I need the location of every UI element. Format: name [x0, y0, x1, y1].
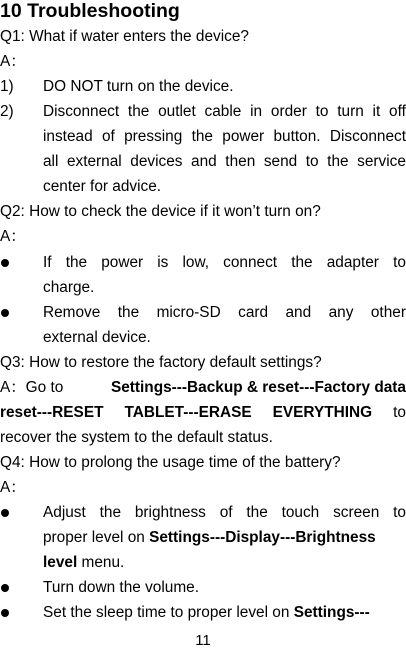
word: low, — [182, 254, 210, 271]
q1-item-1-text: DO NOT turn on the device. — [43, 78, 234, 95]
word: external — [66, 153, 122, 170]
word: the — [327, 153, 349, 170]
bullet-icon — [1, 584, 9, 592]
word: the — [117, 304, 140, 321]
word: Adjust — [43, 504, 86, 521]
q3-answer-prefix: A：Go to — [0, 379, 64, 396]
word: screen — [333, 504, 380, 521]
q1-item-1-number: 1) — [0, 78, 14, 95]
menu-path-word: EVERYTHING — [272, 404, 373, 421]
word: instead — [43, 128, 93, 145]
word: card — [238, 304, 269, 321]
q3-answer-line-1 — [0, 379, 406, 397]
word: of — [219, 504, 233, 521]
section-heading: 10 Troubleshooting — [0, 0, 180, 22]
word: the — [127, 103, 150, 120]
word: devices — [130, 153, 183, 170]
word: brightness — [134, 504, 206, 521]
word: to — [393, 504, 406, 521]
word: the — [246, 504, 268, 521]
q3-question: Q3: How to restore the factory default settings? — [0, 354, 322, 371]
word: connect — [223, 254, 278, 271]
q4-menu-path: Settings---Display---Brightness — [149, 529, 376, 546]
word: the — [99, 504, 122, 521]
word: off — [389, 103, 406, 120]
q4-bullet-1-prefix: proper level on — [43, 529, 145, 546]
word: If — [43, 254, 52, 271]
word: order — [270, 103, 307, 120]
word: and — [285, 304, 312, 321]
q2-bullet-2-line-2: external device. — [43, 329, 151, 346]
word: the — [65, 254, 88, 271]
word: Disconnect — [43, 103, 120, 120]
word: of — [101, 128, 115, 145]
q2-question: Q2: How to check the device if it won’t turn on? — [0, 203, 321, 220]
menu-path-word: reset---RESET — [0, 404, 104, 421]
q3-menu-path-part-1: Settings---Backup & reset---Factory data — [110, 379, 406, 396]
word: is — [157, 254, 169, 271]
page-number: 11 — [195, 632, 211, 649]
q4-bullet-1-suffix: menu. — [81, 554, 125, 571]
word: any — [328, 304, 354, 321]
word: touch — [281, 504, 320, 521]
word: outlet — [158, 103, 196, 120]
q1-item-2-line-1 — [43, 103, 406, 121]
word: pressing — [124, 128, 183, 145]
q4-bullet-3-text — [43, 604, 370, 622]
word: Remove — [43, 304, 101, 321]
word: it — [372, 103, 381, 120]
q2-bullet-1-line-1 — [43, 254, 406, 272]
word: button. — [273, 128, 321, 145]
q4-question: Q4: How to prolong the usage time of the battery? — [0, 454, 341, 471]
q2-bullet-1-line-2: charge. — [43, 279, 95, 296]
q4-answer-label: A： — [0, 479, 26, 496]
q3-answer-line-3: recover the system to the default status. — [0, 429, 273, 446]
word: adapter — [326, 254, 379, 271]
word: to — [315, 103, 329, 120]
word: cable — [204, 103, 242, 120]
bullet-icon — [1, 259, 9, 267]
q4-bullet-3-menu-path: Settings--- — [293, 604, 370, 621]
q2-bullet-2-line-1 — [43, 304, 406, 322]
word: to — [393, 404, 406, 421]
q3-answer-line-2 — [0, 404, 406, 422]
word: to — [393, 254, 406, 271]
word: the — [291, 254, 313, 271]
word: power — [222, 128, 265, 145]
word: then — [225, 153, 256, 170]
word: power — [101, 254, 144, 271]
bullet-icon — [1, 609, 9, 617]
q1-question: Q1: What if water enters the device? — [0, 28, 249, 45]
q2-answer-label: A： — [0, 228, 26, 245]
word: micro-SD — [156, 304, 221, 321]
word: other — [370, 304, 406, 321]
q4-bullet-3-prefix: Set the sleep time to proper level on — [43, 604, 290, 621]
q1-item-2-line-4: center for advice. — [43, 178, 162, 195]
q4-bullet-1-line-3 — [43, 554, 124, 572]
word: Disconnect — [329, 128, 406, 145]
word: turn — [337, 103, 364, 120]
q4-bullet-2-text: Turn down the volume. — [43, 579, 199, 596]
q4-menu-path-end: level — [43, 554, 78, 571]
word: service — [357, 153, 406, 170]
word: to — [305, 153, 319, 170]
q4-bullet-1-line-1 — [43, 504, 406, 522]
bullet-icon — [1, 309, 9, 317]
word: the — [191, 128, 213, 145]
q1-item-2-line-2 — [43, 128, 406, 146]
bullet-icon — [1, 509, 9, 517]
q1-item-2-number: 2) — [0, 103, 14, 120]
q1-item-2-line-3 — [43, 153, 406, 171]
word: all — [43, 153, 59, 170]
menu-path-word: TABLET---ERASE — [124, 404, 252, 421]
q4-bullet-1-line-2 — [43, 529, 376, 547]
q1-answer-label: A： — [0, 53, 26, 70]
word: send — [263, 153, 298, 170]
word: in — [250, 103, 263, 120]
word: and — [191, 153, 217, 170]
